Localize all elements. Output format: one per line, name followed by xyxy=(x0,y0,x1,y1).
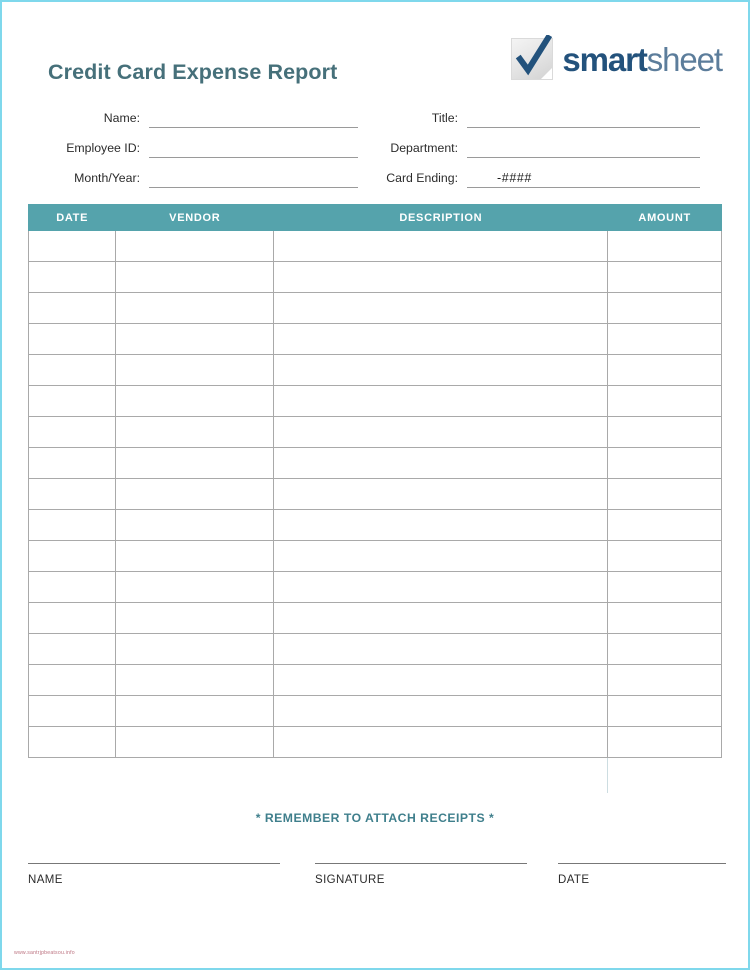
cell-vendor[interactable] xyxy=(116,572,274,603)
signature-block-name xyxy=(28,863,280,886)
table-row xyxy=(29,324,722,355)
cell-description[interactable] xyxy=(274,355,608,386)
form-fields-right xyxy=(362,98,700,188)
cell-date[interactable] xyxy=(29,479,116,510)
column-header-description: DESCRIPTION xyxy=(274,205,608,231)
cell-date[interactable] xyxy=(29,355,116,386)
field-card-ending-input[interactable] xyxy=(467,168,700,188)
signature-block-signature xyxy=(315,863,527,886)
table-row xyxy=(29,262,722,293)
cell-vendor[interactable] xyxy=(116,355,274,386)
field-month-year xyxy=(28,158,358,188)
cell-vendor[interactable] xyxy=(116,510,274,541)
cell-date[interactable] xyxy=(29,634,116,665)
cell-date[interactable] xyxy=(29,727,116,758)
cell-date[interactable] xyxy=(29,665,116,696)
cell-amount[interactable] xyxy=(608,603,722,634)
field-title-label: Title: xyxy=(431,111,458,125)
cell-date[interactable] xyxy=(29,386,116,417)
table-row xyxy=(29,634,722,665)
cell-vendor[interactable] xyxy=(116,634,274,665)
cell-amount[interactable] xyxy=(608,231,722,262)
attach-receipts-reminder: * REMEMBER TO ATTACH RECEIPTS * xyxy=(255,811,495,825)
signature-section xyxy=(28,863,722,909)
column-header-date: DATE xyxy=(29,205,116,231)
cell-amount[interactable] xyxy=(608,510,722,541)
cell-amount[interactable] xyxy=(608,417,722,448)
cell-date[interactable] xyxy=(29,696,116,727)
cell-date[interactable] xyxy=(29,417,116,448)
cell-amount[interactable] xyxy=(608,696,722,727)
expense-table-foot xyxy=(29,758,722,794)
cell-description[interactable] xyxy=(274,448,608,479)
field-month-year-input[interactable] xyxy=(149,168,358,188)
cell-description[interactable] xyxy=(274,293,608,324)
cell-amount[interactable] xyxy=(608,541,722,572)
cell-vendor[interactable] xyxy=(116,727,274,758)
field-month-year-label: Month/Year: xyxy=(74,171,140,185)
table-header-row xyxy=(29,205,722,231)
signature-label-date: DATE xyxy=(558,874,590,886)
table-row xyxy=(29,448,722,479)
field-card-ending xyxy=(362,158,700,188)
logo-corner-fold xyxy=(541,68,552,79)
table-row xyxy=(29,386,722,417)
cell-vendor[interactable] xyxy=(116,696,274,727)
field-employee-id-label: Employee ID: xyxy=(66,141,140,155)
field-title xyxy=(362,98,700,128)
cell-vendor[interactable] xyxy=(116,665,274,696)
signature-label-signature: SIGNATURE xyxy=(315,874,385,886)
table-row xyxy=(29,696,722,727)
cell-amount[interactable] xyxy=(608,665,722,696)
cell-date[interactable] xyxy=(29,262,116,293)
cell-description[interactable] xyxy=(274,479,608,510)
field-card-ending-value: -#### xyxy=(497,171,532,185)
cell-vendor[interactable] xyxy=(116,479,274,510)
table-row xyxy=(29,355,722,386)
form-fields-left xyxy=(28,98,358,188)
cell-amount[interactable] xyxy=(608,727,722,758)
signature-line-name[interactable] xyxy=(28,863,280,864)
cell-description[interactable] xyxy=(274,417,608,448)
cell-description[interactable] xyxy=(274,510,608,541)
logo-wordmark xyxy=(562,40,722,78)
expense-table xyxy=(28,204,722,793)
total-row xyxy=(29,758,722,794)
cell-vendor[interactable] xyxy=(116,262,274,293)
total-amount-cell[interactable] xyxy=(608,758,722,794)
cell-vendor[interactable] xyxy=(116,541,274,572)
table-row xyxy=(29,293,722,324)
column-header-amount: AMOUNT xyxy=(608,205,722,231)
table-row xyxy=(29,510,722,541)
expense-table-wrap xyxy=(28,204,722,793)
page-title: Credit Card Expense Report xyxy=(48,60,338,84)
cell-description[interactable] xyxy=(274,665,608,696)
column-header-vendor: VENDOR xyxy=(116,205,274,231)
page-header xyxy=(2,2,748,98)
signature-label-name: NAME xyxy=(28,874,63,886)
signature-line-date[interactable] xyxy=(558,863,726,864)
cell-vendor[interactable] xyxy=(116,448,274,479)
table-row xyxy=(29,479,722,510)
field-name-input[interactable] xyxy=(149,108,358,128)
cell-description[interactable] xyxy=(274,324,608,355)
cell-date[interactable] xyxy=(29,293,116,324)
cell-description[interactable] xyxy=(274,727,608,758)
cell-description[interactable] xyxy=(274,634,608,665)
cell-date[interactable] xyxy=(29,510,116,541)
field-name-label: Name: xyxy=(103,111,140,125)
cell-vendor[interactable] xyxy=(116,324,274,355)
field-employee-id-input[interactable] xyxy=(149,138,358,158)
cell-amount[interactable] xyxy=(608,355,722,386)
field-department xyxy=(362,128,700,158)
field-employee-id xyxy=(28,128,358,158)
cell-vendor[interactable] xyxy=(116,293,274,324)
field-title-input[interactable] xyxy=(467,108,700,128)
cell-date[interactable] xyxy=(29,231,116,262)
cell-description[interactable] xyxy=(274,386,608,417)
signature-line-signature[interactable] xyxy=(315,863,527,864)
field-name xyxy=(28,98,358,128)
cell-amount[interactable] xyxy=(608,262,722,293)
cell-description[interactable] xyxy=(274,696,608,727)
field-department-input[interactable] xyxy=(467,138,700,158)
field-card-ending-label: Card Ending: xyxy=(386,171,458,185)
cell-date[interactable] xyxy=(29,324,116,355)
logo-word-smart: smart xyxy=(562,40,647,78)
cell-date[interactable] xyxy=(29,572,116,603)
cell-vendor[interactable] xyxy=(116,231,274,262)
expense-table-body xyxy=(29,231,722,758)
cell-description[interactable] xyxy=(274,231,608,262)
cell-amount[interactable] xyxy=(608,479,722,510)
cell-vendor[interactable] xyxy=(116,386,274,417)
cell-amount[interactable] xyxy=(608,634,722,665)
total-label: TOTAL ( SHOULD MATCH STATEMENT ) xyxy=(29,758,608,794)
table-row xyxy=(29,603,722,634)
table-row xyxy=(29,727,722,758)
cell-amount[interactable] xyxy=(608,572,722,603)
cell-date[interactable] xyxy=(29,541,116,572)
checkmark-icon xyxy=(511,38,553,80)
table-row xyxy=(29,231,722,262)
table-row xyxy=(29,572,722,603)
cell-amount[interactable] xyxy=(608,324,722,355)
logo-word-sheet: sheet xyxy=(646,40,722,78)
cell-description[interactable] xyxy=(274,541,608,572)
cell-amount[interactable] xyxy=(608,386,722,417)
cell-description[interactable] xyxy=(274,572,608,603)
smartsheet-logo xyxy=(511,38,722,80)
cell-vendor[interactable] xyxy=(116,417,274,448)
form-fields xyxy=(2,98,748,190)
cell-description[interactable] xyxy=(274,603,608,634)
table-row xyxy=(29,665,722,696)
table-row xyxy=(29,541,722,572)
cell-description[interactable] xyxy=(274,262,608,293)
cell-date[interactable] xyxy=(29,448,116,479)
field-department-label: Department: xyxy=(390,141,458,155)
expense-table-head xyxy=(29,205,722,231)
cell-amount[interactable] xyxy=(608,448,722,479)
table-row xyxy=(29,417,722,448)
cell-amount[interactable] xyxy=(608,293,722,324)
signature-block-date xyxy=(558,863,726,886)
source-watermark: www.santrjpbeatsou.info xyxy=(14,950,75,956)
cell-date[interactable] xyxy=(29,603,116,634)
cell-vendor[interactable] xyxy=(116,603,274,634)
